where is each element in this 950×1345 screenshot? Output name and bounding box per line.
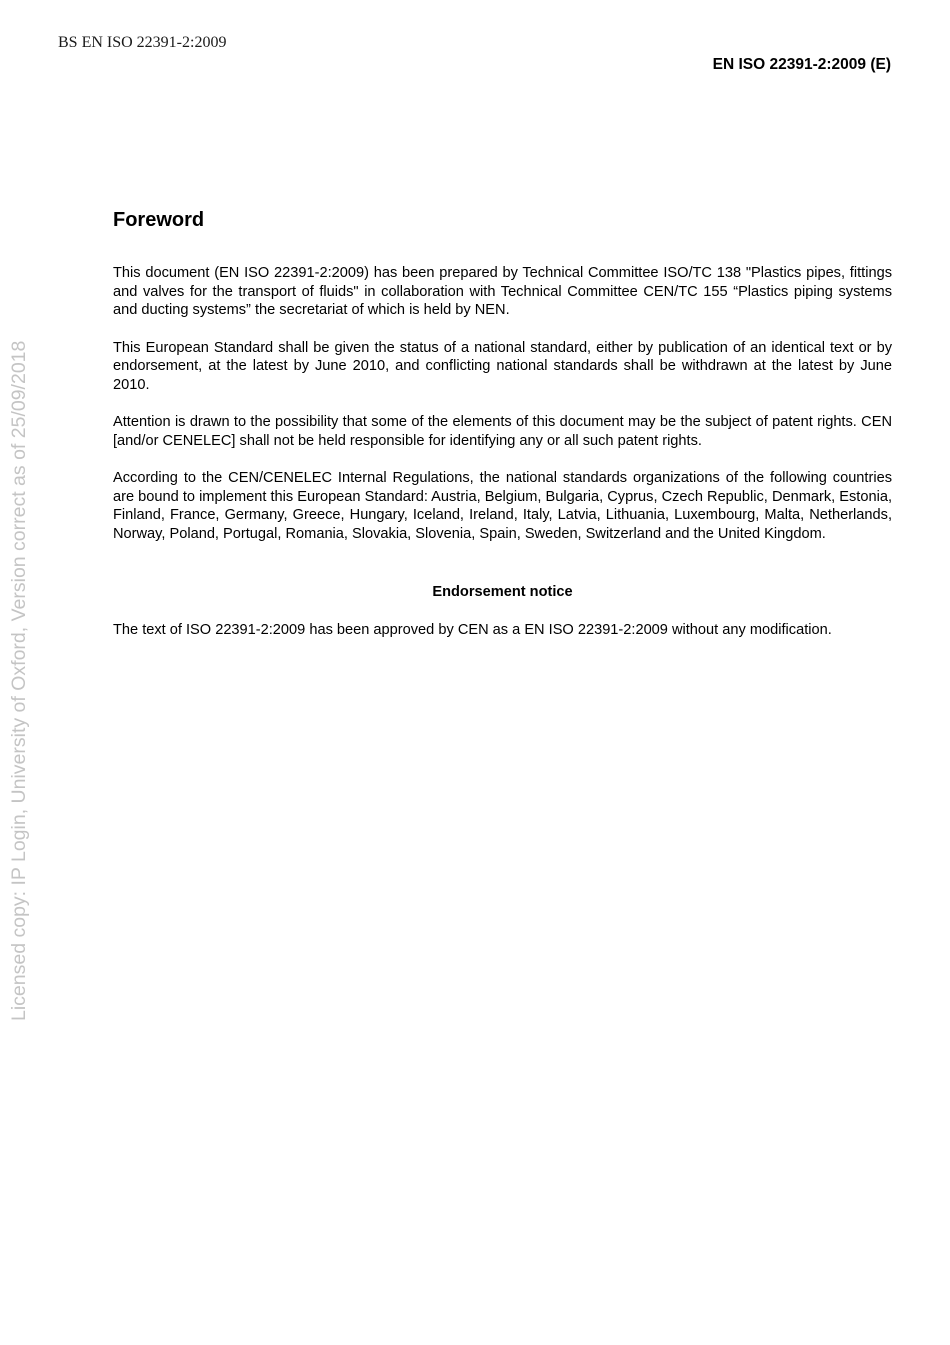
license-watermark: Licensed copy: IP Login, University of Oxford, Version correct as of 25/09/2018 bbox=[8, 340, 30, 1021]
page-content bbox=[113, 206, 892, 658]
foreword-title: Foreword bbox=[113, 209, 205, 231]
foreword-paragraph: Attention is drawn to the possibility that some of the elements of this document may be the subject of patent rights. CEN [and/or CENELEC] shall not be held responsible for identifying any or all such patent rights. bbox=[113, 414, 892, 449]
endorsement-notice-title: Endorsement notice bbox=[432, 584, 573, 600]
foreword-paragraph: This document (EN ISO 22391-2:2009) has been prepared by Technical Committee ISO/TC 138 "Plastics pipes, fittings and valves for the transport of fluids" in collaboration with Technical Committee CEN/TC 155 “Plastics piping systems and ducting systems” the secretariat of which is held by NEN. bbox=[113, 265, 892, 318]
bs-header: BS EN ISO 22391-2:2009 bbox=[58, 34, 227, 51]
en-header: EN ISO 22391-2:2009 (E) bbox=[712, 56, 891, 73]
foreword-paragraph: According to the CEN/CENELEC Internal Regulations, the national standards organizations of the following countries are bound to implement this European Standard: Austria, Belgium, Bulgaria, Cyprus, Czech Republic, Denmark, Estonia, Finland, France, Germany, Greece, Hungary, Iceland, Ireland, Italy, Latvia, Lithuania, Luxembourg, Malta, Netherlands, Norway, Poland, Portugal, Romania, Slovakia, Slovenia, Spain, Sweden, Switzerland and the United Kingdom. bbox=[113, 470, 892, 542]
foreword-paragraph: This European Standard shall be given the status of a national standard, either by publication of an identical text or by endorsement, at the latest by June 2010, and conflicting national standards shall be withdrawn at the latest by June 2010. bbox=[113, 339, 892, 393]
endorsement-notice-text: The text of ISO 22391-2:2009 has been approved by CEN as a EN ISO 22391-2:2009 without any modification. bbox=[113, 621, 832, 638]
